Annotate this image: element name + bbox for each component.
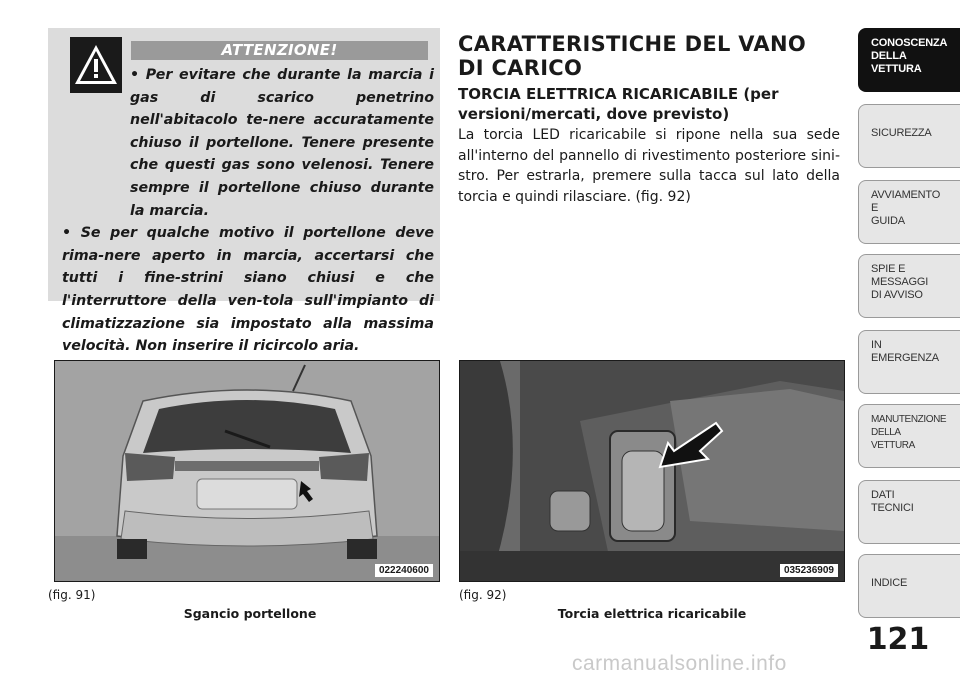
tab-conoscenza-della-vettura[interactable] [858,28,960,92]
tab-label: DELLA [871,427,901,438]
tab-label: TECNICI [871,502,914,514]
cargo-panel-illustration [460,361,844,581]
figure-ref: (fig. 91) [48,588,96,602]
figure-caption: Torcia elettrica ricaricabile [557,606,747,621]
figure-liftgate [54,360,440,582]
tab-label: E [871,202,879,214]
tab-manutenzione-della-vettura[interactable] [858,404,960,468]
tab-label: DATI [871,489,895,501]
section-body: La torcia LED ricaricabile si ripone nella sua sede all'interno del pannello di rivestimento posteriore sini-stro. Per estrarla, premere sulla tacca sul lato della torcia e quindi rilasciare. (fig. 92) [458,127,840,205]
suv-rear-illustration [55,361,439,581]
tab-sicurezza[interactable] [858,104,960,168]
tab-dati-tecnici[interactable] [858,480,960,544]
page-number: 121 [866,622,930,657]
tab-indice[interactable] [858,554,960,618]
tab-label: DI AVVISO [871,289,923,301]
tab-label: INDICE [871,577,908,589]
warning-text [62,64,434,358]
tab-in-emergenza[interactable] [858,330,960,394]
tab-spie-e-messaggi[interactable] [858,254,960,318]
tab-label: EMERGENZA [871,352,939,364]
warning-bullet-1: • Per evitare che durante la marcia i gas di scarico penetrino nell'abitacolo te-nere accuratamente chiuso il portellone. Tenere presente che questi gas sono velenosi. Tenere sempre il portellone chiuso durante la marcia. [130,67,434,219]
tab-label: SICUREZZA [871,127,932,139]
tab-label: MESSAGGI [871,276,929,288]
tab-label: SPIE E [871,263,906,275]
section-subtitle: TORCIA ELETTRICA RICARICABILE (per versioni/mercati, dove previsto) [458,85,779,123]
tab-label: GUIDA [871,215,905,227]
tab-label: CONOSCENZA [871,37,948,49]
figure-caption: Sgancio portellone [183,606,317,621]
watermark: carmanualsonline.info [572,652,787,675]
tab-label: DELLA [871,50,907,62]
tab-avviamento-e-guida[interactable] [858,180,960,244]
figure-code: 022240600 [375,564,433,577]
tab-label: AVVIAMENTO [871,189,941,201]
section-title: CARATTERISTICHE DEL VANO DI CARICO [458,32,806,80]
tab-label: IN [871,339,882,351]
figure-ref: (fig. 92) [459,588,507,602]
tab-label: MANUTENZIONE [871,414,947,425]
tab-label: VETTURA [871,63,922,75]
warning-header: ATTENZIONE! [131,41,428,60]
tab-label: VETTURA [871,440,915,451]
warning-bullet-2: • Se per qualche motivo il portellone deve rima-nere aperto in marcia, accertarsi che tutti i fine-strini siano chiusi e che l'interruttore della ven-tola sull'impianto di climatizzazione sia impostato alla massima velocità. Non inserire il ricircolo aria. [62,225,434,355]
figure-flashlight [459,360,845,582]
figure-code: 035236909 [780,564,838,577]
chapter-tabs [858,28,960,618]
